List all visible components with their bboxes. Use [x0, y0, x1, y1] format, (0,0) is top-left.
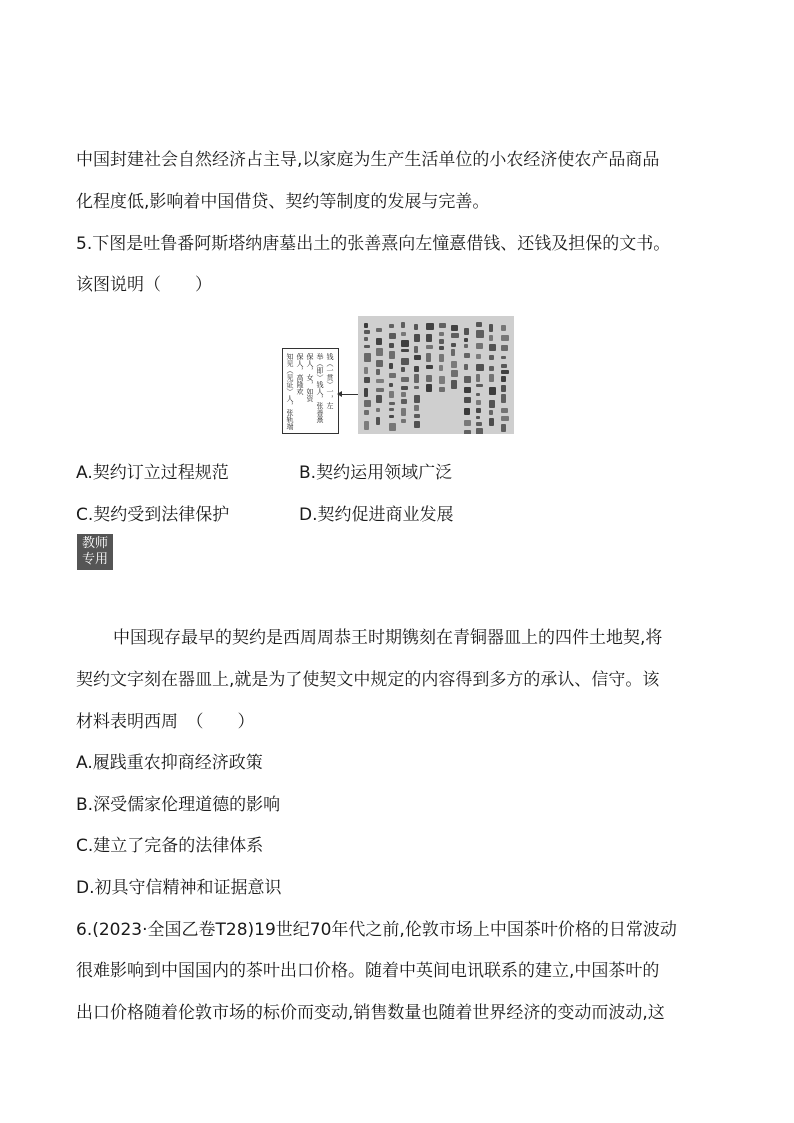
teacher-question-line-3: 材料表明西周 （ ） [76, 712, 255, 732]
caption-line: 保人，女，如资 [306, 353, 314, 402]
question-5-option-b: B.契约运用领域广泛 [299, 463, 453, 483]
manuscript-figure [282, 316, 514, 434]
question-6-line-3: 出口价格随着伦敦市场的标价而变动,销售数量也随着世界经济的变动而波动,这 [76, 1003, 665, 1023]
caption-line: 举（即）钱人，张善熹 [316, 353, 324, 423]
question-5-line-2: 该图说明（ ） [76, 275, 212, 295]
teacher-question-line-1: 中国现存最早的契约是西周周恭王时期镌刻在青铜器皿上的四件土地契,将 [113, 628, 663, 648]
question-6-line-2: 很难影响到中国国内的茶叶出口价格。随着中英间电讯联系的建立,中国茶叶的 [76, 961, 660, 981]
figure-caption-box [282, 348, 339, 434]
intro-line-2: 化程度低,影响着中国借贷、契约等制度的发展与完善。 [76, 192, 490, 212]
question-5-option-c: C.契约受到法律保护 [76, 505, 230, 525]
question-5-line-1: 5.下图是吐鲁番阿斯塔纳唐墓出土的张善熹向左憧憙借钱、还钱及担保的文书。 [76, 234, 671, 254]
teacher-question-option-a: A.履践重农抑商经济政策 [76, 753, 263, 773]
teacher-question-option-c: C.建立了完备的法律体系 [76, 836, 264, 856]
caption-line: 保人，高隆欢 [296, 353, 304, 395]
teacher-question-line-2: 契约文字刻在器皿上,就是为了使契文中规定的内容得到多方的承认、信守。该 [76, 670, 660, 690]
teacher-only-badge [77, 534, 113, 570]
teacher-question-option-d: D.初具守信精神和证据意识 [76, 878, 282, 898]
pointer-arrow [338, 394, 358, 395]
caption-line: 钱（一贯）一，左 [326, 353, 334, 409]
question-6-line-1: 6.(2023·全国乙卷T28)19世纪70年代之前,伦敦市场上中国茶叶价格的日常波动 [76, 920, 677, 940]
badge-line-1: 教师 [81, 536, 108, 551]
question-5-option-d: D.契约促进商业发展 [299, 505, 454, 525]
caption-line: 知见（见证）人，张轨端 [286, 353, 294, 430]
manuscript-image [358, 316, 514, 434]
intro-line-1: 中国封建社会自然经济占主导,以家庭为生产生活单位的小农经济使农产品商品 [76, 150, 660, 170]
teacher-question-option-b: B.深受儒家伦理道德的影响 [76, 795, 281, 815]
question-5-option-a: A.契约订立过程规范 [76, 463, 229, 483]
badge-line-2: 专用 [81, 552, 108, 567]
